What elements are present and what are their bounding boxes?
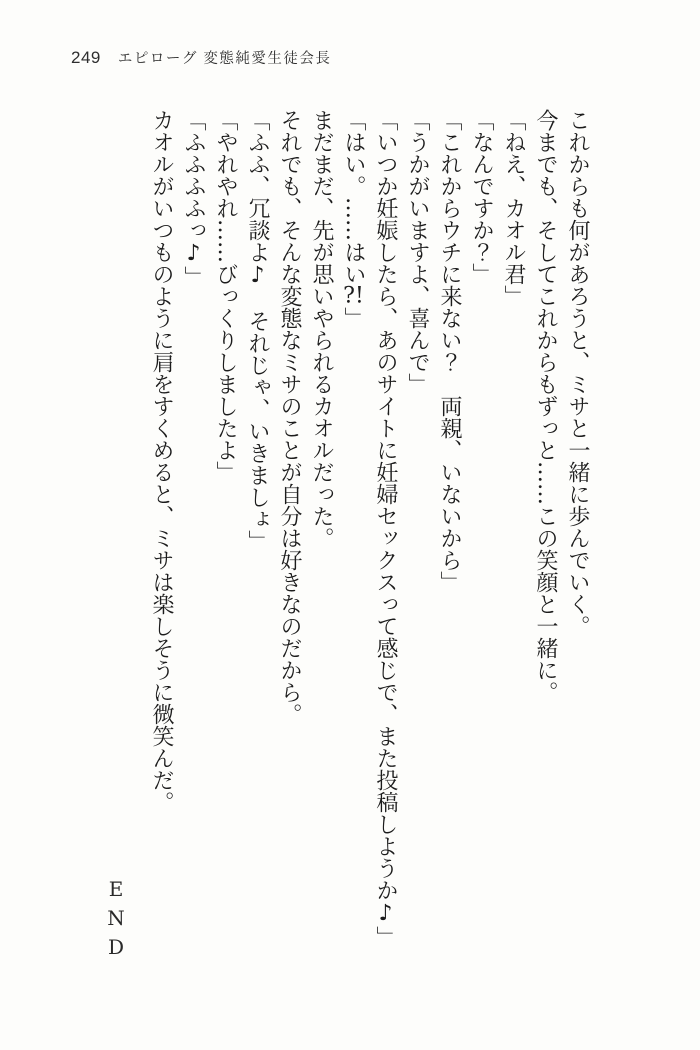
page-number: 249	[71, 48, 101, 67]
text-column: 「うかがいますよ、喜んで」	[405, 109, 430, 395]
text-column: まだまだ、先が思いやられるカオルだった。	[309, 109, 334, 549]
interrobang-mark: ?!	[343, 285, 364, 307]
text-column: 「ねえ、カオル君」	[501, 109, 526, 307]
text-column: 「いつか妊娠したら、あのサイトに妊婦セックスって感じで、また投稿しようか♪」	[373, 109, 398, 948]
text-column: カオルがいつものように肩をすくめると、ミサは楽しそうに微笑んだ。	[149, 109, 174, 813]
page-header	[71, 47, 331, 68]
text-column: 「ふふふふっ♪」	[181, 109, 206, 288]
text-column: それでも、そんな変態なミサのことが自分は好きなのだから。	[277, 109, 302, 725]
chapter-title: エピローグ 変態純愛生徒会長	[117, 51, 332, 67]
text-column: 「はい。……はい?!」	[341, 109, 366, 329]
body-text	[140, 109, 588, 984]
end-mark: END	[104, 877, 128, 964]
text-column: 「やれやれ……びっくりしましたよ」	[213, 109, 238, 483]
text-column: 「これからウチに来ない？ 両親、いないから」	[437, 109, 462, 593]
text-column: これからも何があろうと、ミサと一緒に歩んでいく。	[565, 109, 590, 637]
text-column: 「ふふ、冗談よ♪ それじゃ、いきましょ」	[245, 109, 270, 552]
text-column: 今までも、そしてこれからもずっと……この笑顔と一緒に。	[533, 109, 558, 703]
text-column: 「なんですか？」	[469, 109, 494, 285]
